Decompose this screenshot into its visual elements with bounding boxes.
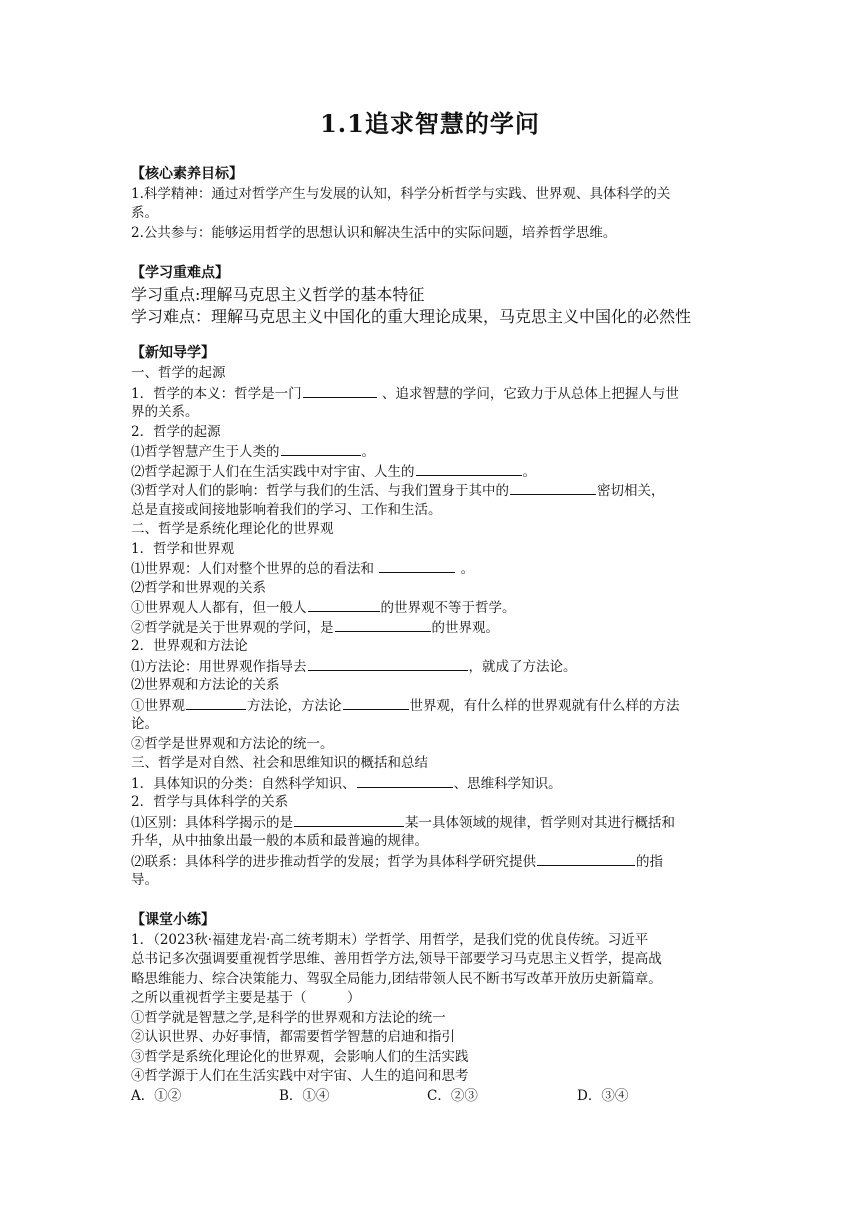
option-b[interactable]: B．①④: [279, 1088, 330, 1104]
statement-3: ③哲学是系统化理论化的世界观，会影响人们的生活实践: [131, 1049, 469, 1065]
guide-method-heading: 2．世界观和方法论: [131, 638, 248, 654]
option-c[interactable]: C．②③: [427, 1088, 478, 1104]
option-a[interactable]: A．①②: [131, 1088, 182, 1104]
text: 的世界观不等于哲学。: [380, 600, 516, 616]
fill-blank[interactable]: [510, 481, 596, 495]
statement-2: ②认识世界、办好事情，都需要哲学智慧的启迪和指引: [131, 1029, 455, 1045]
text: ，就成了方法论。: [468, 659, 577, 675]
text: 1．具体知识的分类：自然科学知识、: [131, 776, 356, 792]
fill-blank[interactable]: [308, 598, 380, 612]
guide-line-1: [131, 384, 731, 404]
text: 1．哲学的本义：哲学是一门: [131, 386, 302, 402]
text: 、追求智慧的学问，它致力于从总体上把握人与世: [377, 386, 679, 402]
difficult-point: 学习难点：理解马克思主义中国化的重大理论成果，马克思主义中国化的必然性: [131, 307, 692, 326]
section-heading-guide: 【新知导学】: [131, 345, 215, 361]
section-heading-practice: 【课堂小练】: [131, 912, 215, 928]
guide-worldview-d: [131, 618, 731, 638]
text: 密切相关，: [597, 483, 665, 499]
text: 。: [522, 464, 536, 480]
guide-science-b-cont: 导。: [131, 872, 158, 888]
text: 。: [456, 561, 475, 577]
text: 方法论，方法论: [247, 698, 342, 714]
text: ⑴方法论：用世界观作指导去: [131, 659, 307, 675]
guide-science-a: [131, 813, 731, 833]
goal-line-1-cont: 系。: [131, 205, 158, 221]
guide-origin-heading: 2．哲学的起源: [131, 424, 221, 440]
guide-line-1-cont: 界的关系。: [131, 404, 199, 420]
subsection-worldview: 二、哲学是系统化理论化的世界观: [131, 521, 334, 537]
fill-blank[interactable]: [537, 852, 635, 866]
goal-line-1: 1.科学精神：通过对哲学产生与发展的认知，科学分析哲学与实践、世界观、具体科学的关: [131, 186, 671, 202]
text: 世界观，有什么样的世界观就有什么样的方法: [409, 698, 680, 714]
subsection-origin: 一、哲学的起源: [131, 365, 226, 381]
guide-worldview-heading: 1．哲学和世界观: [131, 541, 235, 557]
fill-blank[interactable]: [294, 813, 404, 827]
text: ②哲学就是关于世界观的学问，是: [131, 620, 334, 636]
text: ⑵哲学起源于人们在生活实践中对宇宙、人生的: [131, 464, 415, 480]
guide-worldview-a: [131, 559, 731, 579]
guide-worldview-c: [131, 598, 731, 618]
fill-blank[interactable]: [343, 696, 409, 710]
page-title: 1.1追求智慧的学问: [320, 109, 540, 138]
fill-blank[interactable]: [379, 559, 455, 573]
text: 、思维科学知识。: [453, 776, 562, 792]
goal-line-2: 2.公共参与：能够运用哲学的思想认识和解决生活中的实际问题，培养哲学思维。: [131, 225, 617, 241]
answer-options: [131, 1087, 731, 1106]
text: 。: [361, 444, 375, 460]
statement-4: ④哲学源于人们在生活实践中对宇宙、人生的追问和思考: [131, 1068, 469, 1084]
section-heading-key: 【学习重难点】: [131, 265, 229, 281]
guide-method-a: [131, 657, 731, 677]
guide-origin-b: [131, 462, 731, 482]
section-heading-goals: 【核心素养目标】: [131, 166, 243, 182]
statement-1: ①哲学就是智慧之学,是科学的世界观和方法论的统一: [131, 1010, 446, 1026]
guide-method-d: ②哲学是世界观和方法论的统一。: [131, 736, 334, 752]
guide-origin-c: [131, 481, 731, 501]
question-line-1: 1．（2023秋·福建龙岩·高二统考期末）学哲学、用哲学，是我们党的优良传统。习近平: [131, 932, 649, 948]
guide-worldview-b: ⑵哲学和世界观的关系: [131, 580, 266, 596]
option-d[interactable]: D．③④: [577, 1088, 629, 1104]
fill-blank[interactable]: [308, 657, 468, 671]
key-point: 学习重点:理解马克思主义哲学的基本特征: [131, 285, 425, 304]
guide-method-b: ⑵世界观和方法论的关系: [131, 677, 280, 693]
fill-blank[interactable]: [416, 462, 522, 476]
text: ⑶哲学对人们的影响：哲学与我们的生活、与我们置身于其中的: [131, 483, 509, 499]
text: ⑴世界观：人们对整个世界的总的看法和: [131, 561, 379, 577]
subsection-knowledge: 三、哲学是对自然、社会和思维知识的概括和总结: [131, 755, 428, 771]
question-line-3: 略思维能力、综合决策能力、驾驭全局能力,团结带领人民不断书写改革开放历史新篇章。: [131, 971, 662, 987]
guide-science-a-cont: 升华，从中抽象出最一般的本质和最普遍的规律。: [131, 833, 428, 849]
guide-method-c-cont: 论。: [131, 716, 158, 732]
guide-science-b: [131, 852, 731, 872]
text: ⑴哲学智慧产生于人类的: [131, 444, 280, 460]
fill-blank[interactable]: [335, 618, 431, 632]
text: 某一具体领域的规律，哲学则对其进行概括和: [405, 815, 675, 831]
text: ⑵联系：具体科学的进步推动哲学的发展；哲学为具体科学研究提供: [131, 854, 536, 870]
text: ⑴区别：具体科学揭示的是: [131, 815, 293, 831]
guide-knowledge-a: [131, 774, 731, 794]
question-line-2: 总书记多次强调要重视哲学思维、善用哲学方法,领导干部要学习马克思主义哲学，提高战: [131, 951, 662, 967]
guide-origin-a: [131, 442, 731, 462]
fill-blank[interactable]: [281, 442, 361, 456]
fill-blank[interactable]: [357, 774, 453, 788]
question-line-4: 之所以重视哲学主要是基于（ ）: [131, 990, 361, 1006]
guide-method-c: [131, 696, 731, 716]
fill-blank[interactable]: [186, 696, 246, 710]
text: ①世界观: [131, 698, 185, 714]
text: ①世界观人人都有，但一般人: [131, 600, 307, 616]
text: 的世界观。: [431, 620, 499, 636]
guide-science-heading: 2．哲学与具体科学的关系: [131, 794, 289, 810]
text: 的指: [636, 854, 663, 870]
fill-blank[interactable]: [303, 384, 377, 398]
guide-origin-c-cont: 总是直接或间接地影响着我们的学习、工作和生活。: [131, 502, 442, 518]
